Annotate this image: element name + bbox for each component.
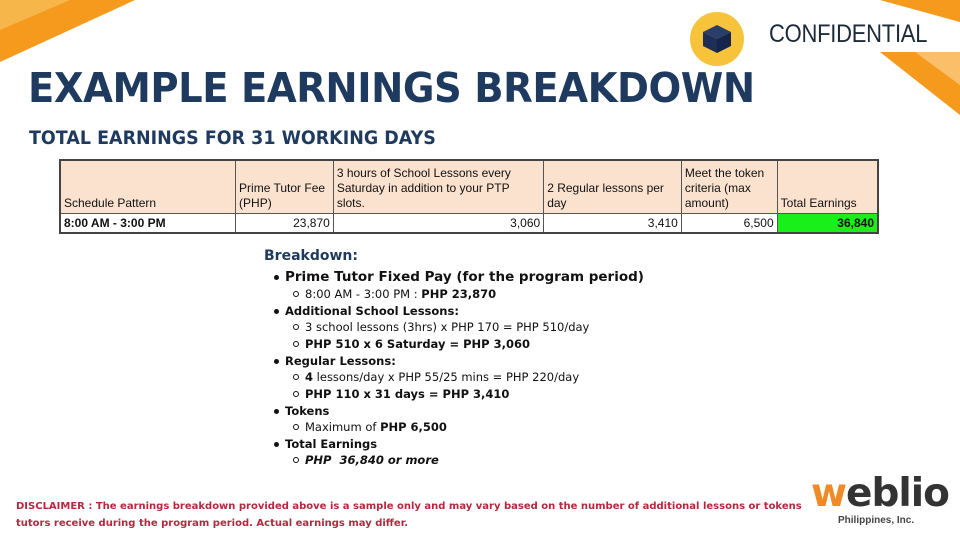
total-earnings-heading: Total Earnings (285, 437, 378, 451)
disclaimer-text: DISCLAIMER : The earnings breakdown provided above is a sample only and may vary based on the number of additional lessons or tokens tutors receive during the program period. Actual earnings may differ. (16, 501, 802, 529)
logo-w-letter: w (811, 471, 847, 516)
page-title: EXAMPLE EARNINGS BREAKDOWN (28, 64, 755, 112)
header-schedule-pattern: Schedule Pattern (60, 160, 236, 213)
subitem-amount: PHP 6,500 (380, 420, 447, 434)
breakdown-title: Breakdown: (264, 248, 358, 264)
header-prime-tutor-fee: Prime Tutor Fee (PHP) (236, 160, 334, 213)
list-item (264, 436, 784, 452)
weblio-logo (811, 471, 949, 516)
list-subitem: 3 school lessons (3hrs) x PHP 170 = PHP 510/day (264, 319, 784, 336)
list-subitem (264, 419, 784, 436)
list-subitem (264, 369, 784, 386)
subitem-amount: PHP 23,870 (421, 287, 497, 301)
cube-icon (700, 22, 734, 56)
prime-tutor-heading: Prime Tutor Fixed Pay (for the program period) (285, 269, 644, 285)
list-subitem (264, 336, 784, 353)
header-regular-lessons: 2 Regular lessons per day (544, 160, 682, 213)
subitem-amount: PHP 510 x 6 Saturday = PHP 3,060 (305, 337, 530, 351)
cell-tokens: 6,500 (681, 213, 777, 233)
logo-wordmark: eblio (846, 471, 949, 516)
subitem-text: Maximum of (305, 420, 381, 434)
list-item (264, 303, 784, 319)
cell-total-earnings: 36,840 (777, 213, 878, 233)
list-subitem: PHP 36,840 or more (264, 452, 784, 469)
header-total-earnings: Total Earnings (777, 160, 878, 213)
list-item (264, 353, 784, 369)
cell-school-lessons: 3,060 (333, 213, 543, 233)
table-row (60, 213, 878, 233)
header-school-lessons: 3 hours of School Lessons every Saturday in addition to your PTP slots. (333, 160, 543, 213)
page-subtitle: TOTAL EARNINGS FOR 31 WORKING DAYS (29, 127, 436, 149)
top-right-corner-decoration (820, 0, 960, 120)
subitem-amount: PHP 110 x 31 days = PHP 3,410 (305, 387, 510, 401)
cell-prime-tutor-fee: 23,870 (236, 213, 334, 233)
breakdown-section (264, 248, 784, 469)
regular-lessons-heading: Regular Lessons: (285, 354, 396, 368)
table-header-row (60, 160, 878, 213)
subitem-count: 4 (305, 370, 314, 384)
cell-schedule: 8:00 AM - 3:00 PM (60, 213, 236, 233)
confidential-label: CONFIDENTIAL (769, 20, 928, 48)
list-subitem (264, 286, 784, 303)
tokens-heading: Tokens (285, 404, 330, 418)
company-subtitle: Philippines, Inc. (838, 515, 915, 526)
subitem-text: lessons/day x PHP 55/25 mins = PHP 220/day (313, 370, 580, 384)
list-subitem (264, 386, 784, 403)
school-lessons-heading: Additional School Lessons: (285, 304, 459, 318)
header-token-criteria: Meet the token criteria (max amount) (681, 160, 777, 213)
list-item (264, 268, 784, 286)
cell-regular-lessons: 3,410 (544, 213, 682, 233)
cube-logo-badge (690, 12, 744, 66)
list-item (264, 403, 784, 419)
subitem-text: 8:00 AM - 3:00 PM : (305, 287, 422, 301)
earnings-table (59, 159, 879, 234)
